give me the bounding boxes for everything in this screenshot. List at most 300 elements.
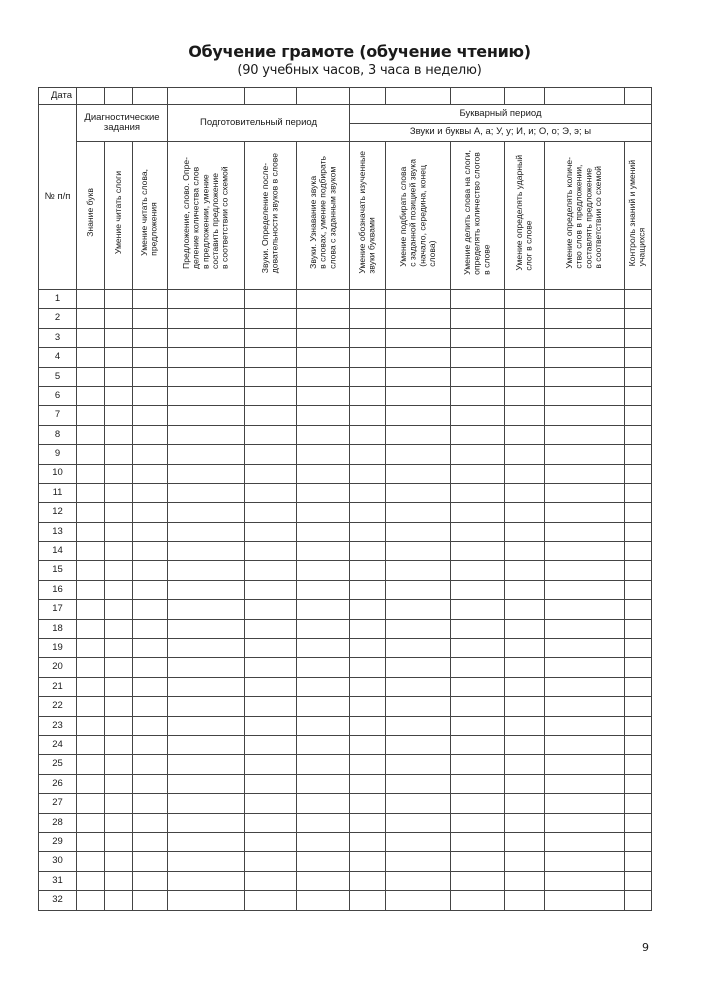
grade-cell[interactable] (350, 677, 386, 696)
grade-cell[interactable] (168, 406, 245, 425)
grade-cell[interactable] (625, 697, 652, 716)
grade-cell[interactable] (386, 503, 451, 522)
grade-cell[interactable] (386, 445, 451, 464)
grade-cell[interactable] (105, 716, 133, 735)
grade-cell[interactable] (245, 677, 297, 696)
grade-cell[interactable] (350, 445, 386, 464)
grade-cell[interactable] (245, 445, 297, 464)
grade-cell[interactable] (168, 852, 245, 871)
grade-cell[interactable] (245, 367, 297, 386)
grade-cell[interactable] (77, 367, 105, 386)
grade-cell[interactable] (451, 290, 505, 309)
date-cell[interactable] (451, 88, 505, 105)
grade-cell[interactable] (77, 794, 105, 813)
grade-cell[interactable] (77, 735, 105, 754)
grade-cell[interactable] (105, 832, 133, 851)
grade-cell[interactable] (77, 445, 105, 464)
grade-cell[interactable] (386, 600, 451, 619)
grade-cell[interactable] (505, 871, 545, 890)
grade-cell[interactable] (386, 348, 451, 367)
grade-cell[interactable] (545, 406, 625, 425)
grade-cell[interactable] (105, 406, 133, 425)
grade-cell[interactable] (350, 309, 386, 328)
grade-cell[interactable] (451, 348, 505, 367)
grade-cell[interactable] (133, 852, 168, 871)
grade-cell[interactable] (245, 735, 297, 754)
grade-cell[interactable] (545, 832, 625, 851)
grade-cell[interactable] (133, 290, 168, 309)
grade-cell[interactable] (168, 464, 245, 483)
grade-cell[interactable] (505, 813, 545, 832)
grade-cell[interactable] (77, 677, 105, 696)
grade-cell[interactable] (77, 542, 105, 561)
grade-cell[interactable] (451, 367, 505, 386)
grade-cell[interactable] (133, 891, 168, 910)
grade-cell[interactable] (133, 755, 168, 774)
grade-cell[interactable] (168, 774, 245, 793)
grade-cell[interactable] (505, 677, 545, 696)
grade-cell[interactable] (77, 813, 105, 832)
grade-cell[interactable] (505, 832, 545, 851)
grade-cell[interactable] (245, 406, 297, 425)
grade-cell[interactable] (77, 639, 105, 658)
grade-cell[interactable] (350, 386, 386, 405)
grade-cell[interactable] (133, 483, 168, 502)
grade-cell[interactable] (350, 290, 386, 309)
grade-cell[interactable] (105, 813, 133, 832)
grade-cell[interactable] (133, 832, 168, 851)
grade-cell[interactable] (451, 483, 505, 502)
grade-cell[interactable] (505, 735, 545, 754)
grade-cell[interactable] (245, 794, 297, 813)
grade-cell[interactable] (245, 619, 297, 638)
grade-cell[interactable] (505, 309, 545, 328)
grade-cell[interactable] (77, 425, 105, 444)
grade-cell[interactable] (245, 639, 297, 658)
grade-cell[interactable] (105, 658, 133, 677)
grade-cell[interactable] (625, 464, 652, 483)
grade-cell[interactable] (105, 755, 133, 774)
grade-cell[interactable] (625, 425, 652, 444)
grade-cell[interactable] (77, 309, 105, 328)
grade-cell[interactable] (245, 348, 297, 367)
grade-cell[interactable] (105, 542, 133, 561)
grade-cell[interactable] (168, 813, 245, 832)
grade-cell[interactable] (245, 425, 297, 444)
grade-cell[interactable] (105, 639, 133, 658)
grade-cell[interactable] (297, 832, 350, 851)
grade-cell[interactable] (245, 386, 297, 405)
grade-cell[interactable] (168, 348, 245, 367)
grade-cell[interactable] (77, 561, 105, 580)
grade-cell[interactable] (105, 348, 133, 367)
grade-cell[interactable] (77, 290, 105, 309)
grade-cell[interactable] (133, 677, 168, 696)
grade-cell[interactable] (350, 561, 386, 580)
grade-cell[interactable] (133, 522, 168, 541)
grade-cell[interactable] (451, 406, 505, 425)
grade-cell[interactable] (350, 600, 386, 619)
grade-cell[interactable] (297, 503, 350, 522)
grade-cell[interactable] (105, 561, 133, 580)
grade-cell[interactable] (245, 464, 297, 483)
grade-cell[interactable] (297, 542, 350, 561)
grade-cell[interactable] (625, 522, 652, 541)
grade-cell[interactable] (505, 658, 545, 677)
grade-cell[interactable] (451, 425, 505, 444)
grade-cell[interactable] (297, 871, 350, 890)
grade-cell[interactable] (168, 735, 245, 754)
grade-cell[interactable] (350, 639, 386, 658)
grade-cell[interactable] (451, 658, 505, 677)
grade-cell[interactable] (133, 735, 168, 754)
grade-cell[interactable] (625, 445, 652, 464)
grade-cell[interactable] (350, 425, 386, 444)
grade-cell[interactable] (245, 658, 297, 677)
grade-cell[interactable] (168, 755, 245, 774)
grade-cell[interactable] (77, 832, 105, 851)
grade-cell[interactable] (350, 367, 386, 386)
grade-cell[interactable] (105, 290, 133, 309)
grade-cell[interactable] (505, 425, 545, 444)
grade-cell[interactable] (545, 677, 625, 696)
grade-cell[interactable] (451, 852, 505, 871)
grade-cell[interactable] (105, 367, 133, 386)
grade-cell[interactable] (350, 658, 386, 677)
grade-cell[interactable] (168, 600, 245, 619)
grade-cell[interactable] (77, 871, 105, 890)
grade-cell[interactable] (451, 328, 505, 347)
grade-cell[interactable] (625, 639, 652, 658)
grade-cell[interactable] (245, 774, 297, 793)
date-cell[interactable] (168, 88, 245, 105)
grade-cell[interactable] (625, 542, 652, 561)
grade-cell[interactable] (545, 891, 625, 910)
grade-cell[interactable] (245, 483, 297, 502)
grade-cell[interactable] (386, 755, 451, 774)
grade-cell[interactable] (386, 464, 451, 483)
grade-cell[interactable] (505, 328, 545, 347)
grade-cell[interactable] (386, 639, 451, 658)
grade-cell[interactable] (297, 328, 350, 347)
grade-cell[interactable] (545, 348, 625, 367)
grade-cell[interactable] (133, 871, 168, 890)
grade-cell[interactable] (77, 503, 105, 522)
grade-cell[interactable] (505, 464, 545, 483)
grade-cell[interactable] (297, 716, 350, 735)
grade-cell[interactable] (545, 580, 625, 599)
grade-cell[interactable] (545, 464, 625, 483)
grade-cell[interactable] (297, 522, 350, 541)
grade-cell[interactable] (545, 852, 625, 871)
grade-cell[interactable] (386, 735, 451, 754)
grade-cell[interactable] (625, 677, 652, 696)
grade-cell[interactable] (451, 871, 505, 890)
grade-cell[interactable] (133, 794, 168, 813)
grade-cell[interactable] (245, 716, 297, 735)
grade-cell[interactable] (297, 852, 350, 871)
grade-cell[interactable] (505, 600, 545, 619)
grade-cell[interactable] (545, 328, 625, 347)
grade-cell[interactable] (168, 290, 245, 309)
grade-cell[interactable] (625, 561, 652, 580)
grade-cell[interactable] (297, 639, 350, 658)
grade-cell[interactable] (545, 561, 625, 580)
grade-cell[interactable] (505, 445, 545, 464)
grade-cell[interactable] (105, 697, 133, 716)
grade-cell[interactable] (105, 891, 133, 910)
grade-cell[interactable] (505, 639, 545, 658)
grade-cell[interactable] (451, 639, 505, 658)
grade-cell[interactable] (133, 328, 168, 347)
grade-cell[interactable] (386, 774, 451, 793)
grade-cell[interactable] (505, 774, 545, 793)
grade-cell[interactable] (245, 328, 297, 347)
grade-cell[interactable] (168, 639, 245, 658)
date-cell[interactable] (245, 88, 297, 105)
grade-cell[interactable] (350, 716, 386, 735)
grade-cell[interactable] (545, 794, 625, 813)
grade-cell[interactable] (105, 445, 133, 464)
grade-cell[interactable] (105, 522, 133, 541)
grade-cell[interactable] (350, 503, 386, 522)
grade-cell[interactable] (297, 464, 350, 483)
grade-cell[interactable] (133, 445, 168, 464)
grade-cell[interactable] (168, 503, 245, 522)
grade-cell[interactable] (168, 483, 245, 502)
grade-cell[interactable] (133, 639, 168, 658)
grade-cell[interactable] (350, 735, 386, 754)
grade-cell[interactable] (297, 677, 350, 696)
grade-cell[interactable] (350, 852, 386, 871)
grade-cell[interactable] (545, 658, 625, 677)
grade-cell[interactable] (386, 367, 451, 386)
grade-cell[interactable] (505, 367, 545, 386)
grade-cell[interactable] (350, 483, 386, 502)
grade-cell[interactable] (505, 483, 545, 502)
grade-cell[interactable] (105, 483, 133, 502)
date-cell[interactable] (297, 88, 350, 105)
date-cell[interactable] (386, 88, 451, 105)
grade-cell[interactable] (505, 794, 545, 813)
grade-cell[interactable] (625, 832, 652, 851)
grade-cell[interactable] (105, 735, 133, 754)
grade-cell[interactable] (133, 813, 168, 832)
grade-cell[interactable] (105, 328, 133, 347)
grade-cell[interactable] (545, 483, 625, 502)
grade-cell[interactable] (297, 891, 350, 910)
grade-cell[interactable] (625, 386, 652, 405)
grade-cell[interactable] (77, 852, 105, 871)
grade-cell[interactable] (451, 794, 505, 813)
grade-cell[interactable] (245, 503, 297, 522)
grade-cell[interactable] (451, 503, 505, 522)
grade-cell[interactable] (168, 832, 245, 851)
grade-cell[interactable] (168, 619, 245, 638)
grade-cell[interactable] (168, 386, 245, 405)
grade-cell[interactable] (168, 522, 245, 541)
grade-cell[interactable] (505, 697, 545, 716)
grade-cell[interactable] (297, 386, 350, 405)
grade-cell[interactable] (386, 309, 451, 328)
grade-cell[interactable] (545, 542, 625, 561)
grade-cell[interactable] (297, 813, 350, 832)
grade-cell[interactable] (545, 600, 625, 619)
grade-cell[interactable] (77, 755, 105, 774)
grade-cell[interactable] (625, 813, 652, 832)
grade-cell[interactable] (350, 619, 386, 638)
grade-cell[interactable] (505, 290, 545, 309)
grade-cell[interactable] (77, 697, 105, 716)
grade-cell[interactable] (105, 774, 133, 793)
grade-cell[interactable] (245, 561, 297, 580)
grade-cell[interactable] (505, 619, 545, 638)
grade-cell[interactable] (245, 755, 297, 774)
grade-cell[interactable] (451, 813, 505, 832)
grade-cell[interactable] (297, 600, 350, 619)
grade-cell[interactable] (386, 794, 451, 813)
grade-cell[interactable] (625, 367, 652, 386)
grade-cell[interactable] (77, 522, 105, 541)
grade-cell[interactable] (451, 542, 505, 561)
grade-cell[interactable] (625, 891, 652, 910)
grade-cell[interactable] (297, 309, 350, 328)
grade-cell[interactable] (386, 290, 451, 309)
grade-cell[interactable] (505, 522, 545, 541)
grade-cell[interactable] (133, 464, 168, 483)
grade-cell[interactable] (625, 406, 652, 425)
grade-cell[interactable] (350, 871, 386, 890)
grade-cell[interactable] (386, 658, 451, 677)
grade-cell[interactable] (451, 445, 505, 464)
grade-cell[interactable] (77, 406, 105, 425)
grade-cell[interactable] (297, 290, 350, 309)
grade-cell[interactable] (168, 697, 245, 716)
grade-cell[interactable] (133, 619, 168, 638)
grade-cell[interactable] (105, 503, 133, 522)
grade-cell[interactable] (245, 290, 297, 309)
grade-cell[interactable] (545, 290, 625, 309)
grade-cell[interactable] (545, 774, 625, 793)
grade-cell[interactable] (77, 580, 105, 599)
grade-cell[interactable] (133, 716, 168, 735)
grade-cell[interactable] (297, 658, 350, 677)
grade-cell[interactable] (168, 677, 245, 696)
grade-cell[interactable] (297, 794, 350, 813)
grade-cell[interactable] (168, 794, 245, 813)
grade-cell[interactable] (77, 328, 105, 347)
date-cell[interactable] (545, 88, 625, 105)
grade-cell[interactable] (386, 425, 451, 444)
grade-cell[interactable] (133, 697, 168, 716)
grade-cell[interactable] (386, 561, 451, 580)
grade-cell[interactable] (505, 580, 545, 599)
grade-cell[interactable] (625, 735, 652, 754)
grade-cell[interactable] (297, 735, 350, 754)
grade-cell[interactable] (350, 406, 386, 425)
grade-cell[interactable] (133, 561, 168, 580)
date-cell[interactable] (625, 88, 652, 105)
grade-cell[interactable] (451, 735, 505, 754)
grade-cell[interactable] (297, 580, 350, 599)
grade-cell[interactable] (386, 406, 451, 425)
grade-cell[interactable] (350, 697, 386, 716)
grade-cell[interactable] (245, 891, 297, 910)
grade-cell[interactable] (451, 522, 505, 541)
grade-cell[interactable] (625, 852, 652, 871)
grade-cell[interactable] (77, 716, 105, 735)
grade-cell[interactable] (133, 348, 168, 367)
grade-cell[interactable] (245, 813, 297, 832)
grade-cell[interactable] (451, 677, 505, 696)
grade-cell[interactable] (451, 309, 505, 328)
grade-cell[interactable] (505, 891, 545, 910)
grade-cell[interactable] (451, 716, 505, 735)
grade-cell[interactable] (245, 542, 297, 561)
grade-cell[interactable] (625, 348, 652, 367)
grade-cell[interactable] (386, 677, 451, 696)
grade-cell[interactable] (133, 542, 168, 561)
grade-cell[interactable] (451, 561, 505, 580)
grade-cell[interactable] (105, 464, 133, 483)
grade-cell[interactable] (545, 503, 625, 522)
grade-cell[interactable] (133, 658, 168, 677)
grade-cell[interactable] (105, 871, 133, 890)
grade-cell[interactable] (297, 367, 350, 386)
grade-cell[interactable] (168, 542, 245, 561)
grade-cell[interactable] (545, 871, 625, 890)
grade-cell[interactable] (297, 406, 350, 425)
grade-cell[interactable] (386, 891, 451, 910)
grade-cell[interactable] (505, 406, 545, 425)
grade-cell[interactable] (386, 813, 451, 832)
grade-cell[interactable] (451, 580, 505, 599)
grade-cell[interactable] (105, 677, 133, 696)
grade-cell[interactable] (297, 348, 350, 367)
grade-cell[interactable] (451, 600, 505, 619)
grade-cell[interactable] (77, 891, 105, 910)
grade-cell[interactable] (297, 774, 350, 793)
grade-cell[interactable] (545, 425, 625, 444)
grade-cell[interactable] (245, 871, 297, 890)
grade-cell[interactable] (105, 852, 133, 871)
grade-cell[interactable] (245, 522, 297, 541)
grade-cell[interactable] (168, 445, 245, 464)
grade-cell[interactable] (105, 600, 133, 619)
grade-cell[interactable] (245, 309, 297, 328)
grade-cell[interactable] (105, 309, 133, 328)
grade-cell[interactable] (77, 774, 105, 793)
grade-cell[interactable] (350, 813, 386, 832)
grade-cell[interactable] (77, 348, 105, 367)
date-cell[interactable] (505, 88, 545, 105)
grade-cell[interactable] (350, 794, 386, 813)
grade-cell[interactable] (505, 503, 545, 522)
grade-cell[interactable] (168, 716, 245, 735)
grade-cell[interactable] (545, 755, 625, 774)
grade-cell[interactable] (77, 464, 105, 483)
grade-cell[interactable] (386, 619, 451, 638)
grade-cell[interactable] (105, 619, 133, 638)
grade-cell[interactable] (245, 697, 297, 716)
grade-cell[interactable] (386, 832, 451, 851)
grade-cell[interactable] (505, 716, 545, 735)
grade-cell[interactable] (451, 697, 505, 716)
grade-cell[interactable] (297, 697, 350, 716)
grade-cell[interactable] (625, 503, 652, 522)
grade-cell[interactable] (545, 386, 625, 405)
grade-cell[interactable] (350, 328, 386, 347)
